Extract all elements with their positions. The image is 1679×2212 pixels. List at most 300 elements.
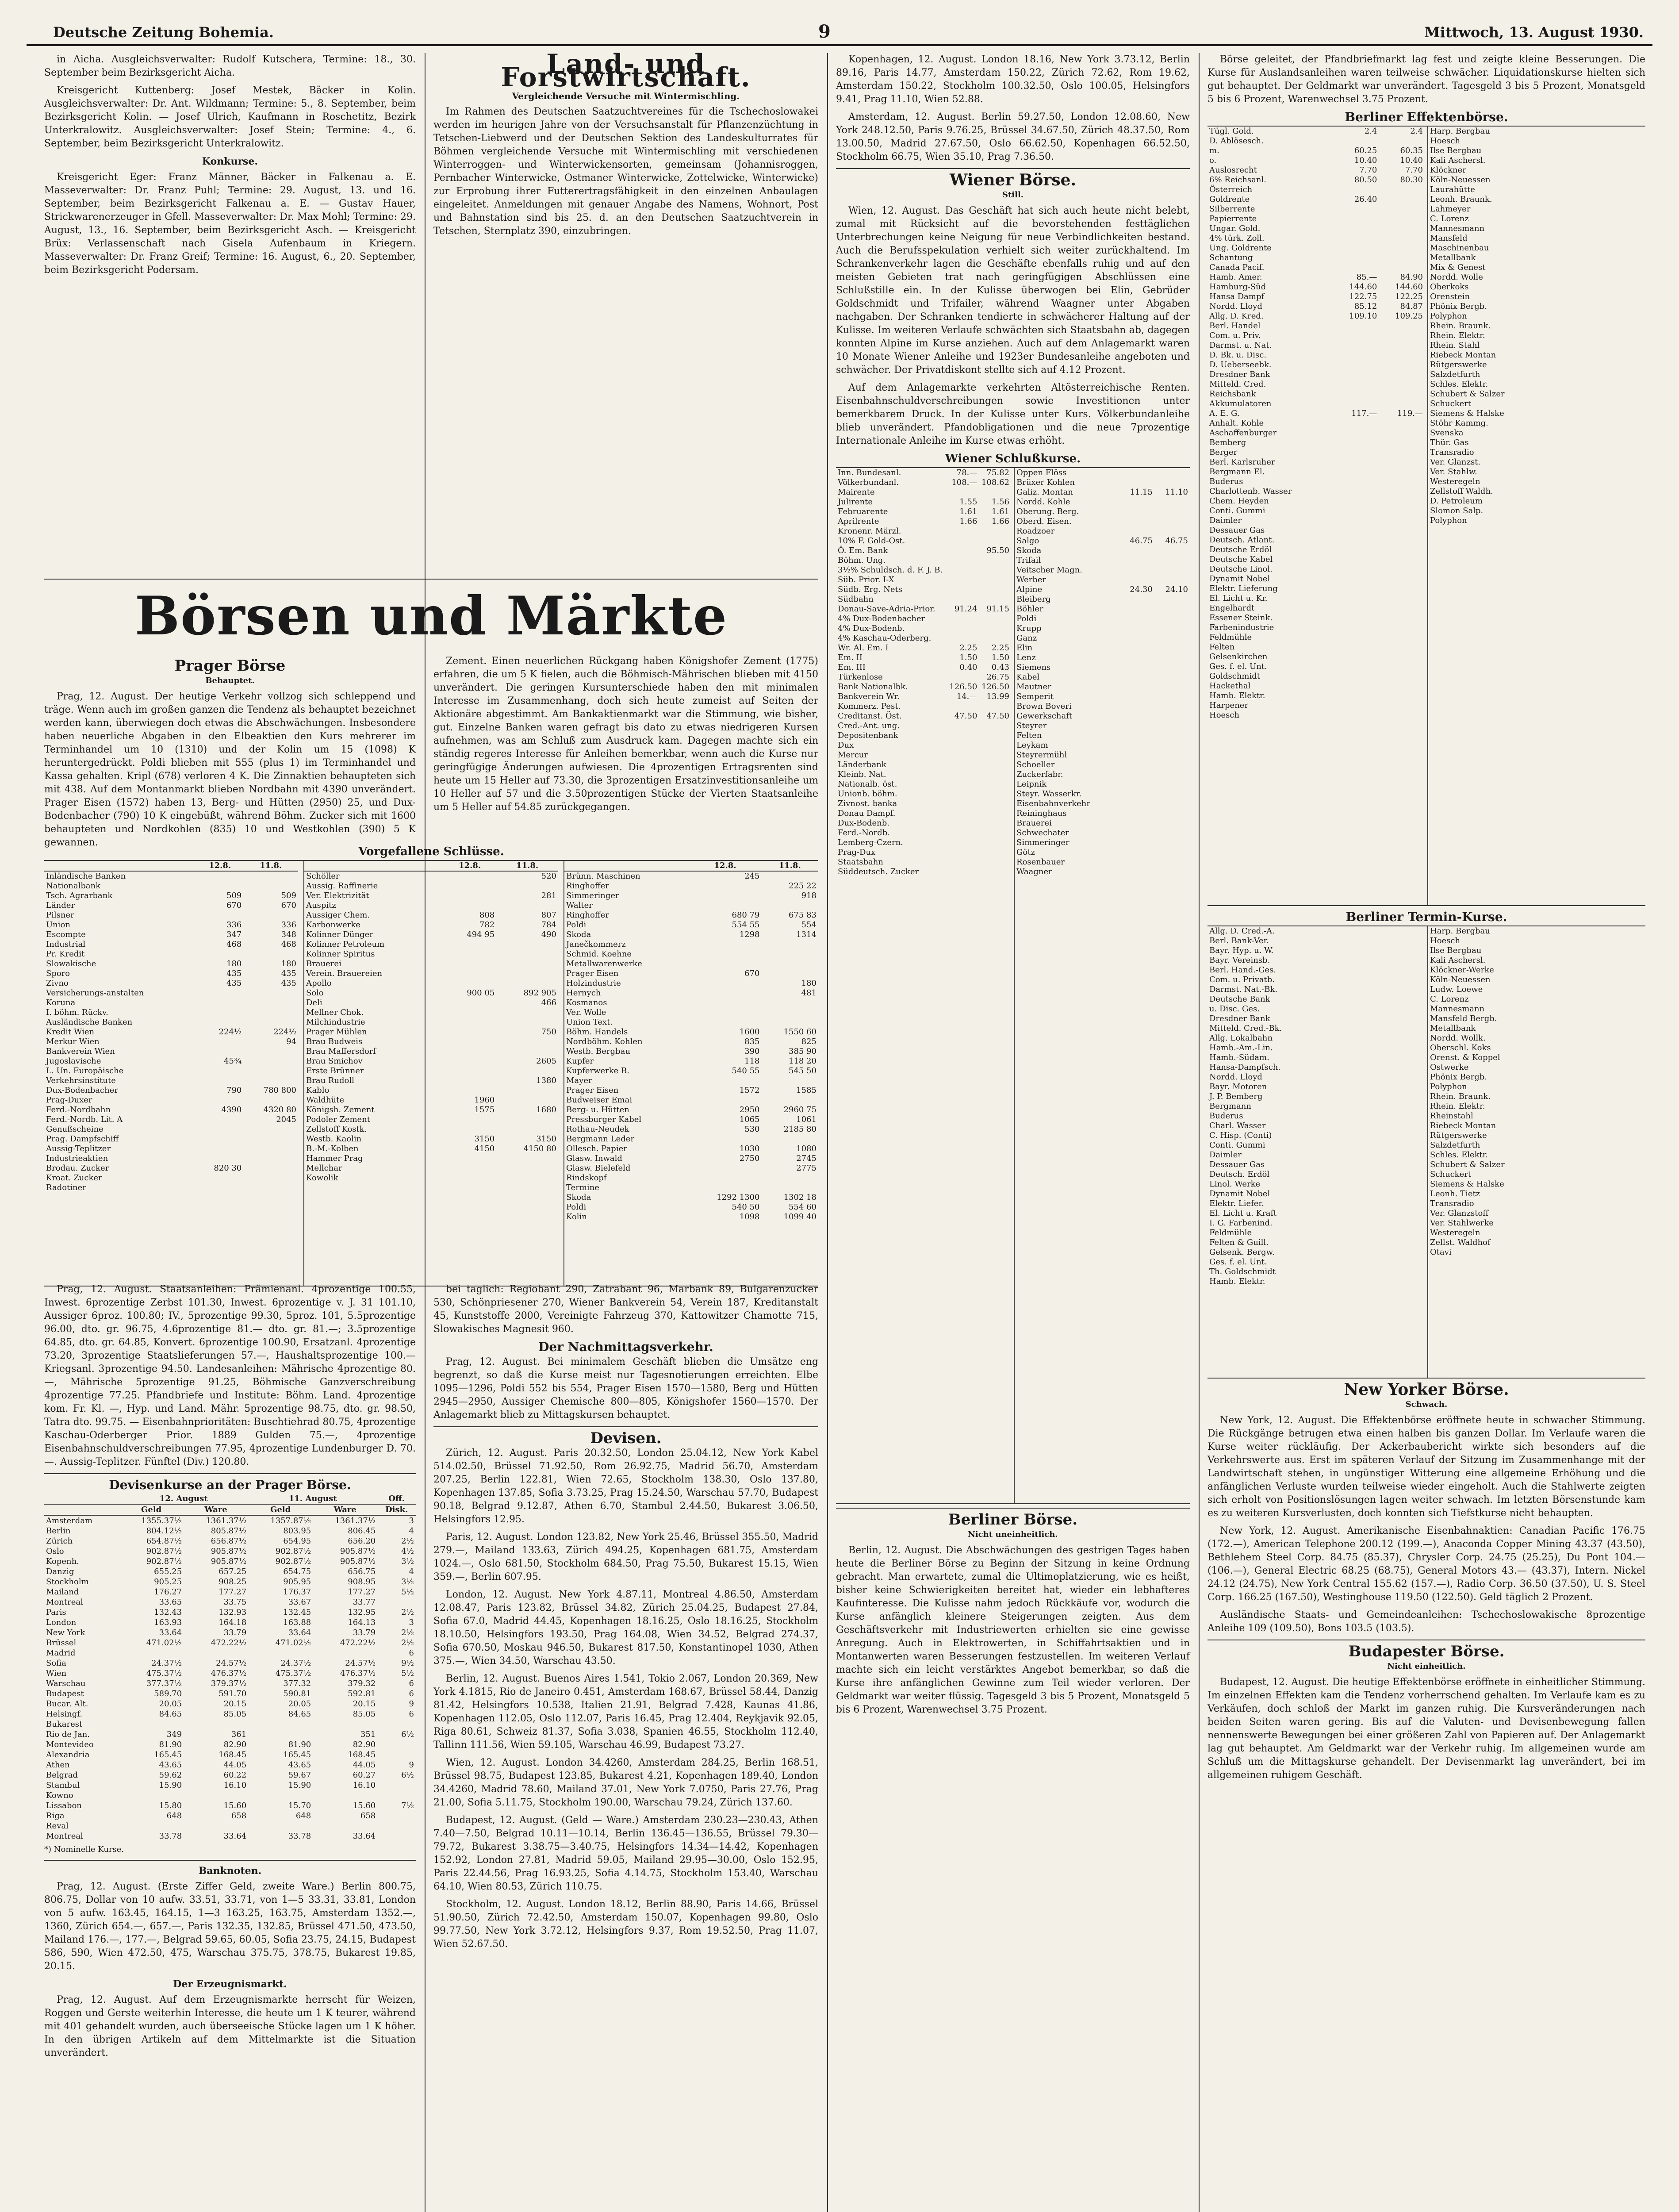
table-row [44, 1811, 416, 1821]
row-value [762, 1095, 818, 1105]
row-value: 13.99 [986, 692, 1009, 701]
row-value: 0.43 [991, 663, 1009, 672]
row-value [1637, 1082, 1645, 1092]
table-row [1208, 975, 1425, 985]
wiener-text-2: Auf dem Anlagemarkte verkehrten Altösterreichische Renten. Eisenbahnschuldverschreibungen sowie Investitionen unter bemerkbarem Druck. In der Kulisse unter Kurs. Völkerbundanleihe blieb unverändert. Pfandobligationen und die neue 7prozentige Internationale Anleihe im Kurse etwas erhöht. [836, 382, 1190, 446]
row-value: 2750 [739, 1154, 760, 1163]
row-value [1119, 507, 1154, 517]
table-row [304, 930, 558, 940]
table-row [1208, 311, 1425, 321]
table-row [1428, 331, 1645, 341]
row-value [1379, 457, 1425, 467]
table-row [836, 828, 1011, 838]
prager-text-2: Zement. Einen neuerlichen Rückgang haben Königshofer Zement (1775) erfahren, die um 5 K fielen, auch die Böhmisch-Mährischen blieben mit 4150 unverändert. Die geringen Kursunterschiede haben den mit minimalen Interesse im Zusammenhang, doch sich heute zumeist auf Seiten der Aktionäre abgestimmt. Am Bankaktienmarkt war die Stimmung, wie bisher, gut. Einzelne Banken waren gefragt bis dato zu etwas niedrigeren Kursen aufnehmen, was am Schluß zum Ausdruck kam. Dagegen machte sich ein ständig regeres Interesse für Anleihen bemerkbar, wenn auch die Kurse nur geringfügige Änderungen aufwiesen. Die 4prozentigen Ertragsrenten sind heute um 15 Heller auf 73.30, die 3prozentigen Ersatzinvestitionsanleihe um 10 Heller auf 57 und die 3.50prozentigen Stücke der Vierten Staatsanleihe um 5 Heller auf 54.85 zurückgegangen. [433, 656, 818, 813]
row-label: Madrid [46, 1648, 76, 1658]
row-label: Deutsche Kabel [1209, 555, 1273, 564]
row-value: 1550 60 [783, 1027, 816, 1037]
row-label: Nordd. Lloyd [1209, 1072, 1262, 1082]
row-label: Podoler Zement [306, 1115, 371, 1124]
row-value: 348 [281, 930, 296, 939]
row-value: 33.67 [288, 1598, 311, 1607]
row-label: Riga [46, 1811, 65, 1820]
row-value [762, 1076, 818, 1086]
row-label: Bukarest [46, 1720, 83, 1729]
row-label: Ferd.-Nordb. Lit. A [46, 1115, 123, 1124]
row-value [1627, 360, 1636, 370]
row-value [1379, 555, 1425, 565]
row-label: Kowolik [306, 1173, 338, 1183]
row-label: Ostwerke [1430, 1063, 1469, 1072]
row-value [1637, 1218, 1645, 1228]
row-value [979, 721, 1011, 731]
row-value: 1.55 [959, 497, 978, 507]
table-row [1428, 1111, 1645, 1121]
table-row [836, 585, 1011, 595]
row-label: Werber [1016, 575, 1046, 584]
row-value [313, 1790, 377, 1801]
row-label: Polyphon [1430, 1082, 1467, 1091]
row-value [1333, 545, 1379, 555]
row-value: 589.70 [154, 1689, 182, 1698]
row-label: Österreich [1209, 185, 1253, 194]
row-value [443, 1037, 496, 1047]
row-value [1637, 263, 1645, 273]
row-value: 33.75 [223, 1598, 247, 1607]
row-label: Rhein. Elektr. [1430, 1102, 1485, 1111]
row-value [1637, 185, 1645, 195]
row-label: Ganz [1016, 634, 1037, 643]
row-value [496, 1173, 558, 1183]
table-row [1428, 1218, 1645, 1228]
row-value: 33.78 [159, 1832, 182, 1841]
row-value: 84.65 [288, 1709, 311, 1719]
table-row [1428, 1043, 1645, 1053]
row-value [496, 940, 558, 949]
row-value: 10.40 [1400, 156, 1423, 165]
row-value [947, 672, 979, 682]
row-label: Schles. Elektr. [1430, 380, 1488, 389]
table-row [1015, 692, 1190, 702]
table-row [1208, 1004, 1425, 1014]
table-row [564, 1193, 818, 1202]
table-row [1015, 867, 1190, 877]
row-value: 2745 [796, 1154, 816, 1163]
table-row [1208, 1228, 1425, 1238]
table-row [836, 468, 1011, 478]
row-value: 918 [801, 891, 816, 900]
row-value: 905.87½ [211, 1547, 247, 1556]
row-value [1637, 1238, 1645, 1248]
row-label: Gelsenk. Bergw. [1209, 1248, 1275, 1257]
table-row [44, 1144, 298, 1154]
row-value [1154, 828, 1190, 838]
row-value [979, 488, 1011, 497]
row-value [1333, 350, 1379, 360]
row-label: Alexandria [46, 1750, 90, 1759]
row-value [1154, 857, 1190, 867]
table-row [1015, 838, 1190, 848]
table-row [1428, 146, 1645, 156]
row-value [1627, 185, 1636, 195]
table-row [836, 488, 1011, 497]
row-label: Salzdetfurth [1430, 370, 1480, 379]
row-value: 435 [281, 969, 296, 978]
row-value [184, 1719, 248, 1729]
row-value: 475.37½ [275, 1669, 311, 1678]
row-value: 554 55 [732, 920, 760, 929]
row-label: Siemens & Halske [1430, 1179, 1504, 1189]
row-value: 126.50 [981, 682, 1009, 691]
row-value [1637, 282, 1645, 292]
row-label: Westeregeln [1430, 477, 1480, 486]
row-value: 24.30 [1130, 585, 1153, 594]
row-value [947, 526, 979, 536]
row-value [1379, 681, 1425, 691]
row-label: Feldmühle [1209, 1228, 1252, 1237]
table-row [1428, 1238, 1645, 1248]
row-value: 59.62 [159, 1770, 182, 1780]
row-value: 1099 40 [783, 1212, 816, 1221]
table-row [564, 871, 818, 881]
row-label: Köln-Neuessen [1430, 175, 1491, 184]
row-value [1119, 818, 1154, 828]
row-value [1154, 526, 1190, 536]
row-value [1637, 496, 1645, 506]
row-value [1637, 956, 1645, 965]
table-row [836, 848, 1011, 857]
row-value: 377.32 [283, 1679, 311, 1688]
row-label: Mellner Chok. [306, 1008, 364, 1017]
row-value: 807 [541, 910, 556, 920]
row-value [1154, 682, 1190, 692]
row-label: Stöhr Kammg. [1430, 419, 1488, 428]
row-value [762, 1018, 818, 1027]
row-label: Bergmann El. [1209, 467, 1265, 476]
table-row [564, 910, 818, 920]
row-value [377, 1831, 416, 1841]
row-label: Schöller [306, 872, 340, 881]
row-value [1627, 1131, 1636, 1141]
table-row [836, 575, 1011, 585]
row-value [979, 526, 1011, 536]
row-value [1154, 867, 1190, 877]
row-value [1119, 468, 1154, 478]
row-label: Deli [306, 998, 322, 1007]
row-label: Mannesmann [1430, 224, 1485, 233]
row-value [496, 959, 558, 969]
row-value: 94 [286, 1037, 296, 1046]
row-value [1415, 1179, 1425, 1189]
row-label: Orenstein [1430, 292, 1470, 301]
table-row [1208, 127, 1425, 136]
table-row [44, 1056, 298, 1066]
table-row [1208, 428, 1425, 438]
kurs-table-3: 12.8. 11.8. Brünn. Maschinen 245 Ringhoffer 225 22 Simmeringer 918 Walter Ringhoffer 680 79 675 83 Poldi 554 55 554 Skoda 1298 1314 Janečkommerz Schmid. Koehne Metallwarenwerke Prager Eisen 670 Holzindustrie 180 Hernych 481 Kosmanos Ver. Wolle Union Text. Böhm. Handels 1600 1550 60 Nordböhm. Kohlen 835 825 Westb. Bergbau 390 385 90 Kupfer 118 118 20 Kupferwerke B. 540 55 545 50 Mayer Prager Eisen 1572 1585 Budweiser Emai Berg- u. Hütten 2950 2960 75 Pressburger Kabel 1065 1061 Rothau-Neudek 530 2185 80 Bergmann Leder Ollesch. Papier 1030 1080 Glasw. Inwald 2750 2745 Glasw. Bielefeld 2775 Rindskopf Termine Skoda 1292 1300 1302 18 Poldi 540 50 554 60 Kolin 1098 1099 40 [564, 861, 818, 1222]
row-label: Paris [46, 1608, 66, 1617]
row-value: 509 [226, 891, 242, 900]
row-value: 520 [541, 872, 556, 881]
row-value [1119, 731, 1154, 741]
row-value [1333, 224, 1379, 234]
table-row [44, 1076, 298, 1086]
row-value [1379, 389, 1425, 399]
row-value [1627, 243, 1636, 253]
table-row [836, 497, 1011, 507]
table-row [564, 1212, 818, 1222]
row-label: Nordböhm. Kohlen [566, 1037, 643, 1046]
row-label: I. G. Farbenind. [1209, 1218, 1273, 1228]
row-value [947, 799, 979, 809]
row-value [1627, 389, 1636, 399]
row-value [243, 1144, 298, 1154]
row-value [196, 881, 243, 891]
row-value [313, 1821, 377, 1831]
row-value [1379, 574, 1425, 584]
table-row [1208, 516, 1425, 526]
row-value [1379, 603, 1425, 613]
row-value [1415, 1072, 1425, 1082]
row-value [243, 1164, 298, 1173]
table-row [1428, 341, 1645, 350]
table-row [1015, 741, 1190, 750]
row-value [496, 1066, 558, 1076]
row-value [1415, 1228, 1425, 1238]
row-value: 2.4 [1410, 127, 1423, 136]
row-value: 132.45 [283, 1608, 311, 1617]
table-row [44, 1780, 416, 1790]
row-value [184, 1648, 248, 1658]
row-value: 472.22½ [211, 1638, 247, 1647]
row-value: 2.25 [991, 643, 1009, 653]
row-label: Jugoslavische [46, 1056, 101, 1066]
row-label: Thür. Gas [1430, 438, 1469, 447]
row-value [1415, 1053, 1425, 1063]
table-row [44, 1607, 416, 1617]
row-value: 806.45 [348, 1526, 376, 1536]
table-row [44, 1790, 416, 1801]
row-value [243, 988, 298, 998]
row-label: Creditanst. Öst. [838, 711, 902, 721]
row-value [947, 741, 979, 750]
row-value: 1.61 [959, 507, 978, 516]
row-value: 11.10 [1165, 488, 1188, 497]
row-value: 1302 18 [783, 1193, 816, 1202]
row-value: 390 [744, 1047, 760, 1056]
row-label: Brünn. Maschinen [566, 872, 640, 881]
row-value [1637, 156, 1645, 165]
row-value: 2960 75 [783, 1105, 816, 1114]
table-row [1208, 146, 1425, 156]
row-value [1627, 1033, 1636, 1043]
row-value: 1600 [739, 1027, 760, 1037]
table-row [1015, 585, 1190, 595]
row-value [1627, 136, 1636, 146]
row-value: 132.93 [218, 1608, 247, 1617]
row-value: 10.40 [1354, 156, 1377, 165]
row-label: Polyphon [1430, 311, 1467, 321]
row-value [1415, 1063, 1425, 1072]
row-label: Escompte [46, 930, 86, 939]
table-row [1015, 799, 1190, 809]
row-value [1627, 341, 1636, 350]
row-value [689, 940, 761, 949]
row-value: 1380 [536, 1076, 556, 1085]
row-label: Westb. Bergbau [566, 1047, 630, 1056]
row-value [1119, 546, 1154, 556]
row-label: Oberung. Berg. [1016, 507, 1079, 516]
table-row [1015, 624, 1190, 634]
row-value [1627, 1141, 1636, 1150]
budapest-title: Budapester Börse. [1348, 1643, 1505, 1660]
row-value [1415, 1014, 1425, 1024]
row-value: 144.60 [1395, 282, 1423, 292]
table-row [1208, 995, 1425, 1004]
table-row [1428, 409, 1645, 419]
row-value [1154, 692, 1190, 702]
row-value [1119, 565, 1154, 575]
row-value [1637, 1131, 1645, 1141]
row-label: Schmid. Koehne [566, 949, 632, 959]
row-label: Berl. Karlsruher [1209, 457, 1275, 467]
row-label: Deutsche Erdöl [1209, 545, 1272, 554]
row-value [1379, 594, 1425, 603]
row-value: 808 [479, 910, 495, 920]
row-value [1627, 1189, 1636, 1199]
table-row [836, 731, 1011, 741]
row-value: 1314 [796, 930, 816, 939]
row-label: Eisenbahnverkehr [1016, 799, 1091, 808]
row-value: 180 [281, 959, 296, 968]
row-value: 1355.37½ [141, 1516, 182, 1525]
row-label: Berl. Bank-Ver. [1209, 936, 1269, 945]
table-row [1208, 165, 1425, 175]
row-label: Bergmann [1209, 1102, 1251, 1111]
row-value [1415, 1170, 1425, 1179]
row-label: Goldschmidt [1209, 672, 1260, 681]
row-value: 1.66 [991, 517, 1009, 526]
row-value [1637, 1141, 1645, 1150]
row-value: 351 [360, 1730, 376, 1739]
row-value [243, 998, 298, 1008]
notice-paragraph: Kreisgericht Kuttenberg: Josef Mestek, Bäcker in Kolin. Ausgleichsverwalter: Dr. Ant. Wildmann; Termine: 5., 8. September, beim Bezirksgericht Kolin. — Josef Ulrich, Kaufmann in Roschetitz, Bezirk Unterkralowitz. Ausgleichsverwalter: Josef Stein; Termine: 4., 6. September, beim Bezirksgericht Unterkralowitz. [44, 85, 416, 149]
row-value [1637, 409, 1645, 419]
row-value [947, 809, 979, 818]
row-label: L. Un. Europäische [46, 1066, 124, 1075]
row-value [979, 828, 1011, 838]
row-label: Aussig-Teplitzer [46, 1144, 111, 1153]
row-value [1333, 652, 1379, 662]
row-value [1406, 1218, 1415, 1228]
row-label: Deutsche Linol. [1209, 565, 1273, 574]
table-row [44, 1709, 416, 1719]
row-value [1627, 282, 1636, 292]
row-label: Hackethal [1209, 681, 1251, 691]
table-row [564, 1144, 818, 1154]
row-value [1637, 204, 1645, 214]
row-label: Chem. Heyden [1209, 496, 1269, 506]
row-label: Hamb.-Am.-Lin. [1209, 1043, 1273, 1052]
table-row [1208, 584, 1425, 594]
row-value [1119, 721, 1154, 731]
row-value [1627, 1238, 1636, 1248]
table-row [1428, 273, 1645, 282]
row-label: Goldrente [1209, 195, 1250, 204]
table-row [1208, 1277, 1425, 1286]
row-value: 109.10 [1349, 311, 1377, 321]
table-row [836, 624, 1011, 634]
row-value: 805.87½ [211, 1526, 247, 1536]
row-value: 118 [744, 1056, 760, 1066]
table-row [1208, 292, 1425, 302]
table-row [836, 672, 1011, 682]
row-value: 81.90 [288, 1740, 311, 1749]
row-value [979, 857, 1011, 867]
row-label: Brau Maffersdorf [306, 1047, 376, 1056]
table-row [44, 1037, 298, 1047]
row-value [1627, 995, 1636, 1004]
newspaper-page [27, 18, 1652, 2212]
row-value [1333, 613, 1379, 623]
row-value [248, 1790, 313, 1801]
row-label: Ver. Stahlw. [1430, 467, 1477, 476]
row-label: Aschaffenburger [1209, 428, 1277, 438]
row-label: Linol. Werke [1209, 1179, 1261, 1189]
row-value: 790 [226, 1086, 242, 1095]
row-value: 1680 [536, 1105, 556, 1114]
masthead: Deutsche Zeitung Bohemia. [53, 24, 274, 41]
table-row [44, 1689, 416, 1699]
row-value [762, 1173, 818, 1183]
row-label: Stambul [46, 1781, 80, 1790]
row-label: Merkur Wien [46, 1037, 100, 1046]
table-row [1428, 1072, 1645, 1082]
row-value: 4½ [401, 1547, 414, 1556]
row-value [1406, 1121, 1415, 1131]
table-row [1428, 1092, 1645, 1102]
row-label: Siemens [1016, 663, 1051, 672]
table-row [1208, 1121, 1425, 1131]
table-row [1428, 1082, 1645, 1092]
table-row [1208, 448, 1425, 457]
row-label: Kablo [306, 1086, 330, 1095]
row-value [1637, 1004, 1645, 1014]
row-value [1119, 526, 1154, 536]
row-value [1627, 448, 1636, 457]
row-value: 6½ [401, 1730, 414, 1739]
row-value [1627, 380, 1636, 389]
budapest-sub: Nicht einheitlich. [1387, 1662, 1466, 1671]
row-value [496, 1164, 558, 1173]
row-value: 656.75 [348, 1567, 376, 1576]
row-value [1119, 575, 1154, 585]
row-value: 3½ [401, 1577, 414, 1586]
row-value [1119, 750, 1154, 760]
staatsanleihen-text: Prag, 12. August. Staatsanleihen: Prämienanl. 4prozentige 100.55, Inwest. 6prozentige Zerbst 101.30, Inwest. 6prozentige v. J. 31 101.10, Aussiger 6proz. 100.80; IV., 5prozentige 99.30, 5proz. 101, 5.5prozentige 96.00, dto. gr. 96.75, 4.6prozentige 81.— dto. gr. 81.—; 3.5prozentige 64.85, dto. gr. 64.85, Konvert. 6prozentige 100.90, Ersatzanl. 4prozentige 73.20, 3prozentige Staatslieferungen 57.—, Haushaltsprozentige 100.— Kriegsanl. 3prozentige 94.50. Landesanleihen: Mährische 4prozentige 80.—, Mährische 5prozentige 91.25, Böhmische Ganzverschreibung 4prozentige 77.25. Pfandbriefe und Institute: Böhm. Land. 4prozentige kom. Fr. Kl. —, Hyp. und Land. Mähr. 5prozentige 98.75, dto. gr. 98.50, Tatra dto. 99.75. — Eisenbahnprioritäten: Buschtiehrad 80.75, 4prozentige Kaschau-Oderberger Prior. 1889 Gulden 75.—, 4prozentige Eisenbahnschuldverschreibungen 77.95, 4prozentige Lundenburger D. 70. —. Aussig-Teplitzer. Fünftel (Div.) 120.80. [44, 1284, 416, 1467]
row-value [1627, 965, 1636, 975]
row-value [762, 949, 818, 959]
row-label: Reval [46, 1821, 69, 1831]
row-label: Ollesch. Papier [566, 1144, 627, 1153]
table-row [44, 1125, 298, 1134]
row-value [313, 1719, 377, 1729]
row-value [1406, 1160, 1415, 1170]
row-value [689, 988, 761, 998]
table-row [1208, 273, 1425, 282]
row-value: 7½ [401, 1801, 414, 1810]
table-row [1428, 204, 1645, 214]
row-label: m. [1209, 146, 1219, 155]
table-row [44, 1134, 298, 1144]
